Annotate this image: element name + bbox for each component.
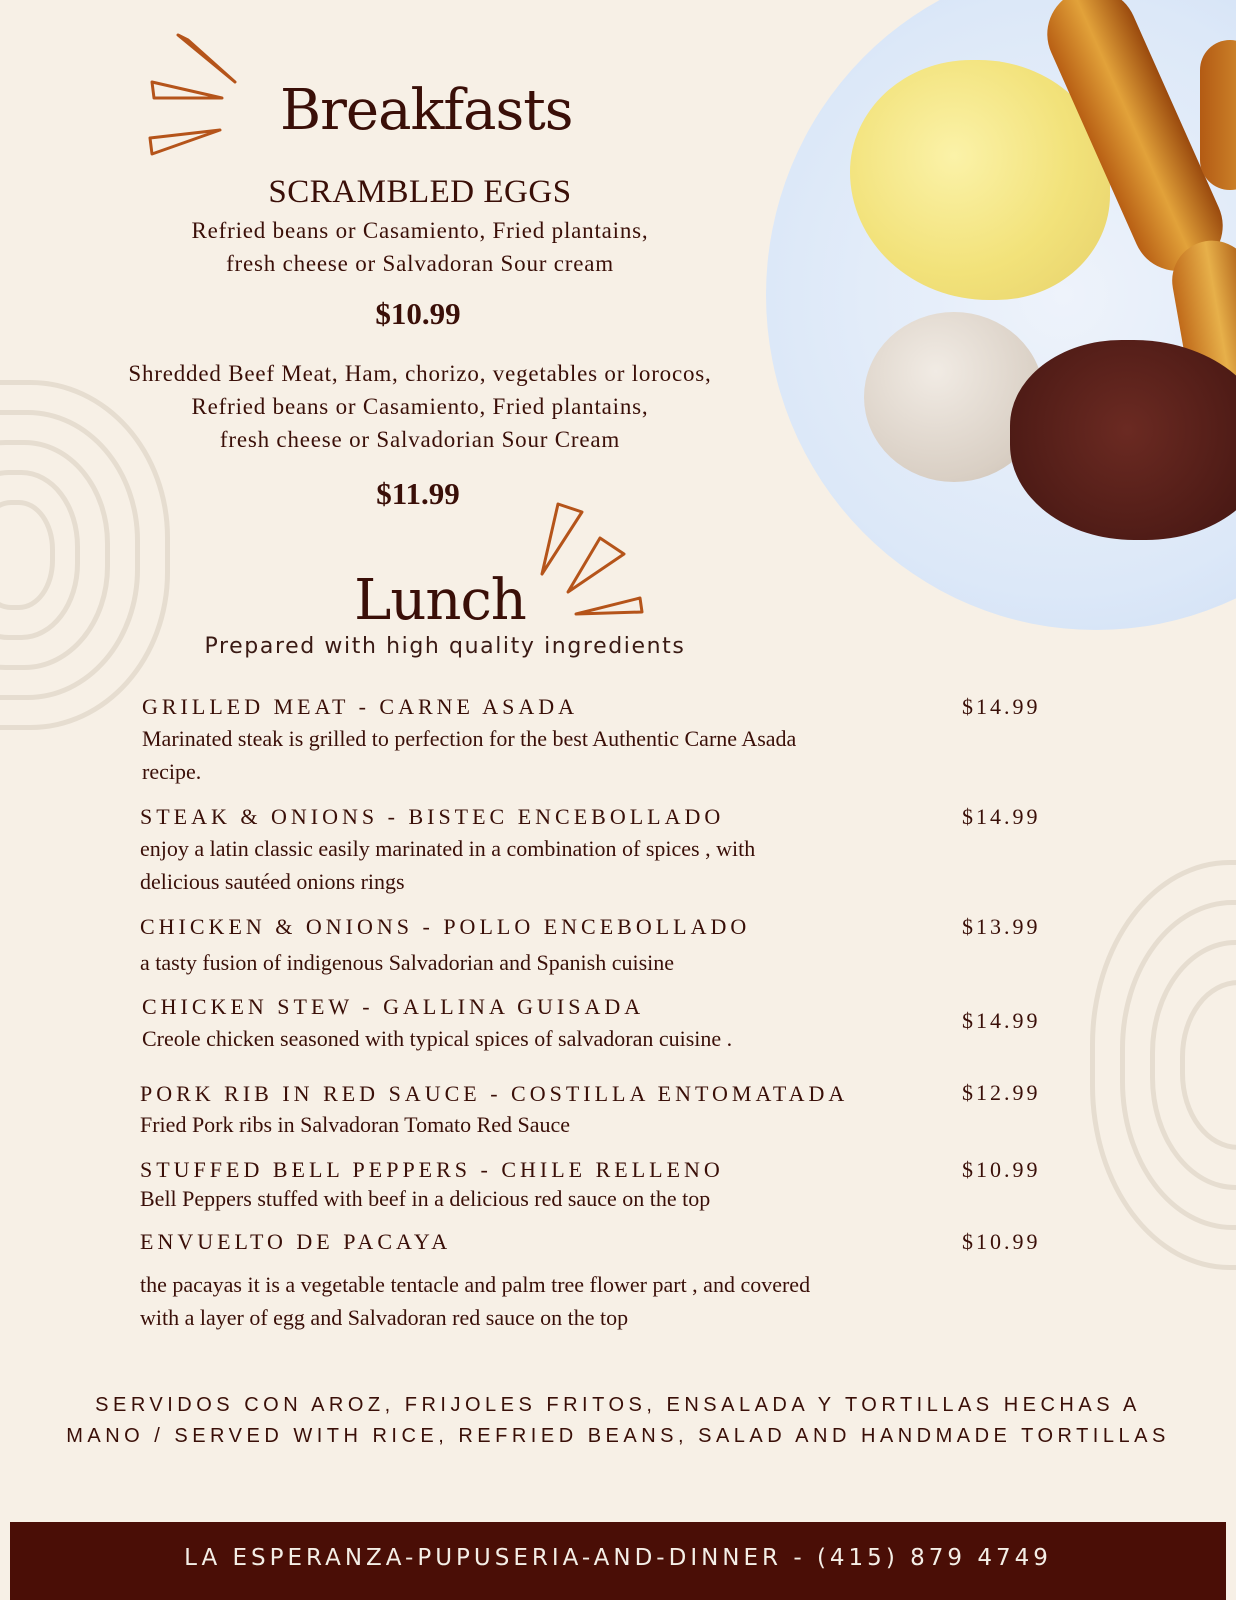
menu-item-name: CHICKEN STEW - GALLINA GUISADA (142, 994, 645, 1019)
plate-of-food-image (760, 0, 1236, 640)
restaurant-name-and-phone: LA ESPERANZA-PUPUSERIA-AND-DINNER - (415) 879 4749 (184, 1545, 1052, 1571)
sparkle-icon (140, 30, 240, 160)
description-line: Refried beans or Casamiento, Fried plantains, (191, 218, 649, 243)
served-with-note-line2: MANO / SERVED WITH RICE, REFRIED BEANS, SALAD AND HANDMADE TORTILLAS (66, 1425, 1170, 1447)
menu-item-name: CHICKEN & ONIONS - POLLO ENCEBOLLADO (140, 914, 751, 939)
description-line: Fried Pork ribs in Salvadoran Tomato Red Sauce (140, 1112, 571, 1137)
description-line: the pacayas it is a vegetable tentacle and palm tree flower part , and covered (140, 1272, 811, 1297)
scrambled-eggs-title: SCRAMBLED EGGS (268, 174, 572, 210)
scrambled-eggs-description (100, 214, 740, 280)
description-line: fresh cheese or Salvadorian Sour Cream (219, 427, 621, 452)
sparkle-icon (540, 500, 650, 620)
menu-item-price: $10.99 (962, 1157, 1041, 1182)
menu-item-description (140, 946, 674, 979)
description-line: a tasty fusion of indigenous Salvadorian and Spanish cuisine (140, 950, 675, 975)
menu-item-description (142, 1022, 732, 1055)
description-line: with a layer of egg and Salvadoran red sauce on the top (140, 1305, 629, 1330)
description-line: delicious sautéed onions rings (140, 869, 405, 894)
menu-item-price: $12.99 (962, 1080, 1041, 1105)
menu-item-price: $14.99 (962, 804, 1041, 829)
menu-item-description (140, 832, 755, 898)
menu-item-price: $14.99 (962, 694, 1041, 719)
menu-item-price: $14.99 (962, 1008, 1041, 1033)
menu-item-description (140, 1182, 710, 1215)
breakfast-combo-price: $11.99 (376, 476, 460, 511)
menu-item-name: STEAK & ONIONS - BISTEC ENCEBOLLADO (140, 804, 725, 829)
lunch-heading: Lunch (354, 568, 526, 633)
breakfast-heading: Breakfasts (280, 78, 573, 143)
menu-item-price: $10.99 (962, 1229, 1041, 1254)
menu-item-description (140, 1268, 810, 1334)
menu-item-name: PORK RIB IN RED SAUCE - COSTILLA ENTOMATADA (140, 1081, 849, 1106)
menu-item-price: $13.99 (962, 914, 1041, 939)
breakfast-combo-description (60, 357, 780, 456)
menu-item-description (142, 722, 796, 788)
description-line: Marinated steak is grilled to perfection for the best Authentic Carne Asada (142, 726, 797, 751)
served-with-note-line1: SERVIDOS CON AROZ, FRIJOLES FRITOS, ENSALADA Y TORTILLAS HECHAS A (95, 1394, 1141, 1416)
plantain (1200, 40, 1236, 190)
description-line: Creole chicken seasoned with typical spices of salvadoran cuisine . (142, 1026, 733, 1051)
description-line: Refried beans or Casamiento, Fried plantains, (191, 394, 649, 419)
scrambled-eggs-price: $10.99 (375, 296, 461, 331)
description-line: enjoy a latin classic easily marinated in a combination of spices , with (140, 836, 756, 861)
menu-item-name: GRILLED MEAT - CARNE ASADA (142, 694, 579, 719)
description-line: Shredded Beef Meat, Ham, chorizo, vegetables or lorocos, (128, 361, 712, 386)
description-line: Bell Peppers stuffed with beef in a delicious red sauce on the top (140, 1186, 711, 1211)
lunch-subtitle: Prepared with high quality ingredients (204, 634, 686, 659)
description-line: fresh cheese or Salvadoran Sour cream (226, 251, 614, 276)
footer-bar (10, 1522, 1226, 1600)
refried-beans (1010, 340, 1236, 540)
menu-item-name: ENVUELTO DE PACAYA (140, 1229, 452, 1254)
menu-item-name: STUFFED BELL PEPPERS - CHILE RELLENO (140, 1157, 724, 1182)
description-line: recipe. (142, 759, 202, 784)
menu-item-description (140, 1108, 570, 1141)
